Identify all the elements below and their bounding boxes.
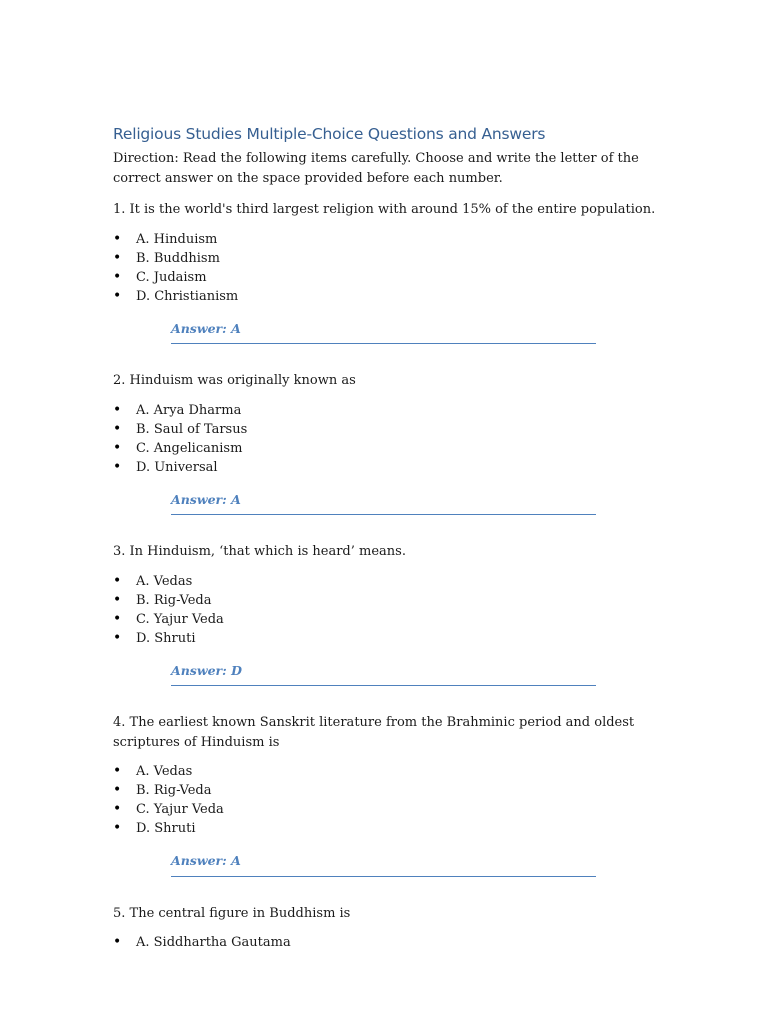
- option-text: A. Siddhartha Gautama: [136, 935, 291, 950]
- option-item: [113, 762, 673, 781]
- option-item: [113, 401, 673, 420]
- option-text: B. Rig-Veda: [136, 592, 212, 608]
- option-item: [113, 458, 673, 477]
- bullet-icon: •: [113, 249, 122, 266]
- option-text: D. Universal: [136, 459, 218, 475]
- answer-text: Answer: A: [171, 491, 241, 507]
- question-block: [113, 542, 673, 686]
- question-block: [113, 200, 673, 344]
- options-list: [113, 933, 673, 952]
- question-block: [113, 371, 673, 515]
- bullet-icon: •: [113, 287, 122, 304]
- option-text: A. Arya Dharma: [136, 402, 242, 418]
- question-text: 5. The central figure in Buddhism is: [113, 905, 351, 921]
- option-item: [113, 819, 673, 838]
- bullet-icon: •: [113, 420, 122, 437]
- option-text: B. Saul of Tarsus: [136, 421, 248, 437]
- bullet-icon: •: [113, 591, 122, 608]
- option-item: [113, 439, 673, 458]
- option-text: C. Judaism: [136, 269, 207, 285]
- options-list: [113, 401, 673, 477]
- bullet-icon: •: [113, 458, 122, 475]
- answer-text: Answer: A: [171, 853, 241, 868]
- option-item: [113, 249, 673, 268]
- question-block: [113, 904, 673, 953]
- bullet-icon: •: [113, 629, 122, 646]
- bullet-icon: •: [113, 230, 122, 247]
- option-item: [113, 572, 673, 591]
- bullet-icon: •: [113, 801, 122, 817]
- option-text: B. Rig-Veda: [136, 783, 212, 798]
- answer-line: [171, 851, 596, 877]
- option-item: [113, 629, 673, 648]
- bullet-icon: •: [113, 782, 122, 798]
- option-item: [113, 800, 673, 819]
- option-text: A. Hinduism: [136, 231, 218, 247]
- option-text: D. Shruti: [136, 821, 196, 836]
- option-item: [113, 591, 673, 610]
- option-item: [113, 933, 673, 952]
- directions-paragraph: Direction: Read the following items carefully. Choose and write the letter of the correct answer on the space provided before each number.: [113, 151, 639, 186]
- options-list: [113, 572, 673, 648]
- bullet-icon: •: [113, 934, 122, 950]
- question-text: 4. The earliest known Sanskrit literature from the Brahminic period and oldest scriptures of Hinduism is: [113, 715, 635, 750]
- options-list: [113, 762, 673, 838]
- question-text: 2. Hinduism was originally known as: [113, 373, 356, 388]
- option-text: A. Vedas: [136, 764, 193, 779]
- question-text: 3. In Hinduism, ‘that which is heard’ means.: [113, 544, 406, 559]
- answer-text: Answer: D: [171, 662, 242, 678]
- option-item: [113, 230, 673, 249]
- bullet-icon: •: [113, 268, 122, 285]
- question-block: [113, 713, 673, 877]
- bullet-icon: •: [113, 401, 122, 418]
- answer-line: [171, 490, 596, 516]
- option-text: C. Angelicanism: [136, 440, 243, 456]
- option-item: [113, 287, 673, 306]
- bullet-icon: •: [113, 610, 122, 627]
- question-text: 1. It is the world's third largest religion with around 15% of the entire population.: [113, 202, 656, 217]
- option-text: D. Shruti: [136, 630, 196, 646]
- bullet-icon: •: [113, 763, 122, 779]
- option-item: [113, 781, 673, 800]
- document-title: Religious Studies Multiple-Choice Questions and Answers: [113, 125, 546, 143]
- bullet-icon: •: [113, 439, 122, 456]
- answer-text: Answer: A: [171, 320, 241, 336]
- option-item: [113, 610, 673, 629]
- answer-line: [171, 661, 596, 687]
- option-item: [113, 420, 673, 439]
- answer-line: [171, 319, 596, 345]
- bullet-icon: •: [113, 820, 122, 836]
- option-text: D. Christianism: [136, 288, 239, 304]
- bullet-icon: •: [113, 572, 122, 589]
- option-item: [113, 268, 673, 287]
- option-text: A. Vedas: [136, 573, 193, 589]
- document-content: [113, 123, 673, 952]
- option-text: C. Yajur Veda: [136, 802, 224, 817]
- options-list: [113, 230, 673, 306]
- option-text: C. Yajur Veda: [136, 611, 224, 627]
- questions-list: [113, 200, 673, 952]
- option-text: B. Buddhism: [136, 250, 220, 266]
